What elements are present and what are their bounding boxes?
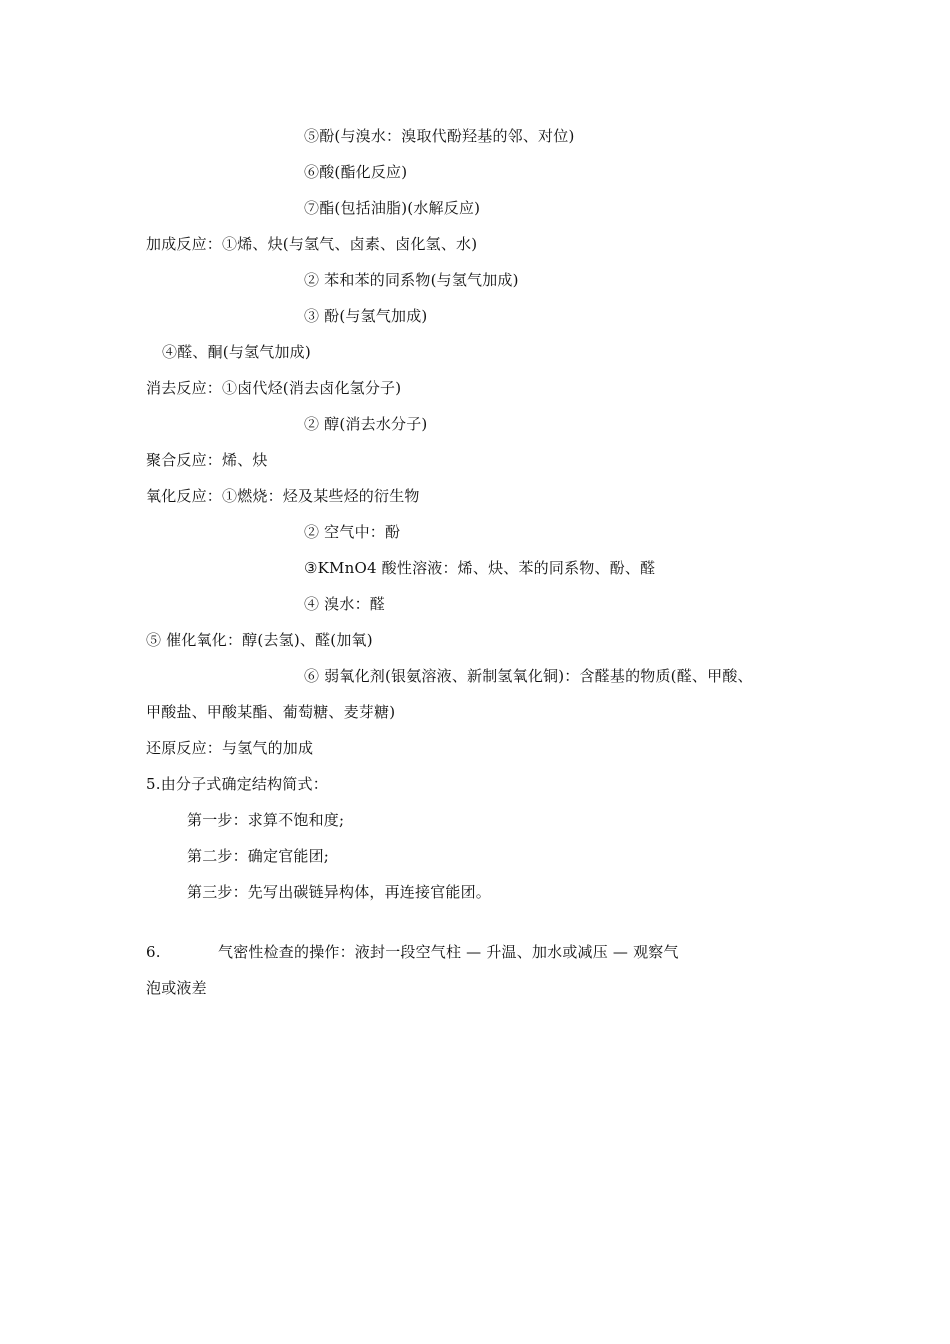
section-item-6 [0, 942, 950, 962]
text-line-elimination-reaction: 消去反应：①卤代烃(消去卤化氢分子) [146, 379, 402, 397]
text-line-benzene-addition: ② 苯和苯的同系物(与氢气加成) [304, 271, 519, 289]
text-line-addition-reaction: 加成反应：①烯、炔(与氢气、卤素、卤化氢、水) [146, 235, 478, 253]
section-heading-5: 5.由分子式确定结构简式： [146, 775, 328, 793]
text-line-step-2: 第二步：确定官能团; [187, 847, 330, 865]
text-line-aldehyde-ketone: ④醛、酮(与氢气加成) [162, 343, 311, 361]
text-line-phenol-bromine: ⑤酚(与溴水：溴取代酚羟基的邻、对位) [304, 127, 575, 145]
text-line-step-1: 第一步：求算不饱和度; [187, 811, 345, 829]
text-line-ester-hydrolysis: ⑦酯(包括油脂)(水解反应) [304, 199, 481, 217]
text-line-alcohol-elimination: ② 醇(消去水分子) [304, 415, 428, 433]
text-line-oxidation-reaction: 氧化反应：①燃烧：烃及某些烃的衍生物 [146, 487, 420, 505]
text-line-weak-oxidant-cont: 甲酸盐、甲酸某酯、葡萄糖、麦芽糖) [146, 703, 396, 721]
text-line-kmno4: ③KMnO4 酸性溶液：烯、炔、苯的同系物、酚、醛 [304, 559, 656, 577]
text-line-polymerization: 聚合反应：烯、炔 [146, 451, 268, 469]
text-line-phenol-addition: ③ 酚(与氢气加成) [304, 307, 428, 325]
text-line-air-oxidation: ② 空气中：酚 [304, 523, 401, 541]
text-line-catalytic-oxidation: ⑤ 催化氧化：醇(去氢)、醛(加氧) [146, 631, 373, 649]
text-line-step-3: 第三步：先写出碳链异构体，再连接官能团。 [187, 883, 492, 901]
text-line-weak-oxidant: ⑥ 弱氧化剂(银氨溶液、新制氢氧化铜)：含醛基的物质(醛、甲酸、 [304, 667, 753, 685]
item-6-text: 气密性检查的操作：液封一段空气柱 — 升温、加水或减压 — 观察气 [218, 943, 679, 961]
item-6-number: 6. [146, 943, 161, 961]
item-6-continuation: 泡或液差 [146, 979, 207, 997]
text-line-acid-esterification: ⑥酸(酯化反应) [304, 163, 408, 181]
text-line-reduction-reaction: 还原反应：与氢气的加成 [146, 739, 314, 757]
text-line-bromine-water: ④ 溴水：醛 [304, 595, 385, 613]
